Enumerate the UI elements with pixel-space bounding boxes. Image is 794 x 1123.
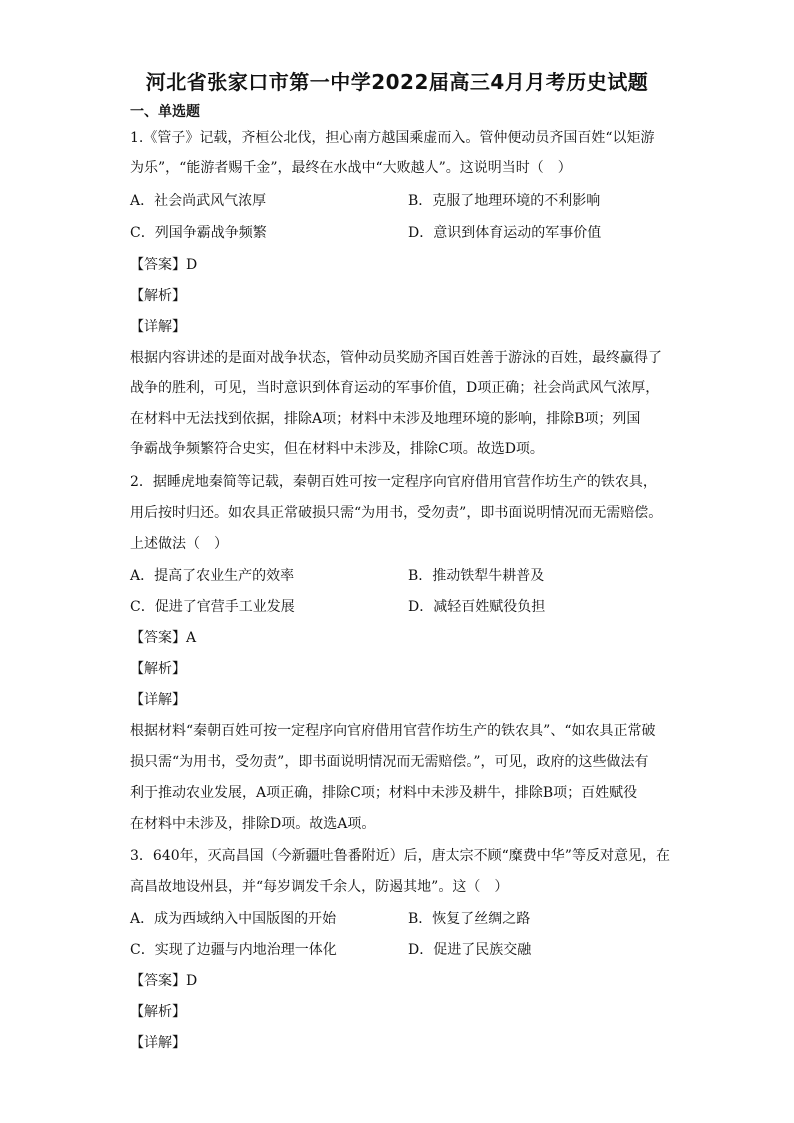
explanation-line: 在材料中无法找到依据，排除A项；材料中未涉及地理环境的影响，排除B项；列国: [130, 411, 641, 427]
answer-label: 【答案】D: [130, 973, 198, 989]
explanation-line: 利于推动农业发展，A项正确，排除C项；材料中未涉及耕牛，排除B项；百姓赋役: [130, 785, 638, 801]
option-d: D．意识到体育运动的军事价值: [408, 225, 602, 241]
explanation-line: 争霸战争频繁符合史实，但在材料中未涉及，排除C项。故选D项。: [130, 441, 544, 457]
option-a: A．社会尚武风气浓厚: [130, 193, 267, 209]
option-b: B．克服了地理环境的不利影响: [408, 193, 601, 209]
detail-label: 【详解】: [130, 692, 186, 708]
option-d: D．减轻百姓赋役负担: [408, 599, 546, 615]
detail-label: 【详解】: [130, 319, 186, 335]
explanation-line: 根据内容讲述的是面对战争状态，管仲动员奖励齐国百姓善于游泳的百姓，最终赢得了: [130, 350, 662, 366]
analysis-label: 【解析】: [130, 661, 186, 677]
option-b: B．推动铁犁牛耕普及: [408, 568, 545, 584]
option-c: C．促进了官营手工业发展: [130, 599, 295, 615]
explanation-line: 战争的胜利，可见，当时意识到体育运动的军事价值，D项正确；社会尚武风气浓厚，: [130, 380, 660, 396]
option-a: A．提高了农业生产的效率: [130, 568, 295, 584]
question-stem-line: 高昌故地设州县，并“每岁调发千余人，防遏其地”。这（ ）: [130, 879, 509, 895]
option-c: C．实现了边疆与内地治理一体化: [130, 942, 337, 958]
option-a: A．成为西域纳入中国版图的开始: [130, 911, 337, 927]
explanation-line: 根据材料“秦朝百姓可按一定程序向官府借用官营作坊生产的铁农具”、“如农具正常破: [130, 723, 656, 739]
answer-label: 【答案】D: [130, 257, 198, 273]
question-stem-line: 1.《管子》记载，齐桓公北伐，担心南方越国乘虚而入。管仲便动员齐国百姓“以矩游: [130, 130, 655, 146]
explanation-line: 在材料中未涉及，排除D项。故选A项。: [130, 816, 376, 832]
page-title: 河北省张家口市第一中学2022届高三4月月考历史试题: [145, 70, 649, 94]
question-stem-line: 上述做法（ ）: [130, 536, 228, 552]
option-c: C．列国争霸战争频繁: [130, 225, 267, 241]
analysis-label: 【解析】: [130, 1004, 186, 1020]
explanation-line: 损只需“为用书，受勿责”，即书面说明情况而无需赔偿。”，可见，政府的这些做法有: [130, 754, 649, 770]
analysis-label: 【解析】: [130, 288, 186, 304]
question-stem-line: 用后按时归还。如农具正常破损只需“为用书，受勿责”，即书面说明情况而无需赔偿。: [130, 505, 663, 521]
option-b: B．恢复了丝绸之路: [408, 911, 531, 927]
detail-label: 【详解】: [130, 1035, 186, 1051]
question-stem-line: 3．640年，灭高昌国（今新疆吐鲁番附近）后，唐太宗不顾“糜费中华”等反对意见，在: [130, 848, 670, 864]
question-stem-line: 为乐”，“能游者赐千金”，最终在水战中“大败越人”。这说明当时（ ）: [130, 160, 572, 176]
section-heading: 一、单选题: [130, 104, 200, 120]
option-d: D．促进了民族交融: [408, 942, 532, 958]
answer-label: 【答案】A: [130, 630, 197, 646]
question-stem-line: 2．据睡虎地秦简等记载，秦朝百姓可按一定程序向官府借用官营作坊生产的铁农具，: [130, 474, 657, 490]
